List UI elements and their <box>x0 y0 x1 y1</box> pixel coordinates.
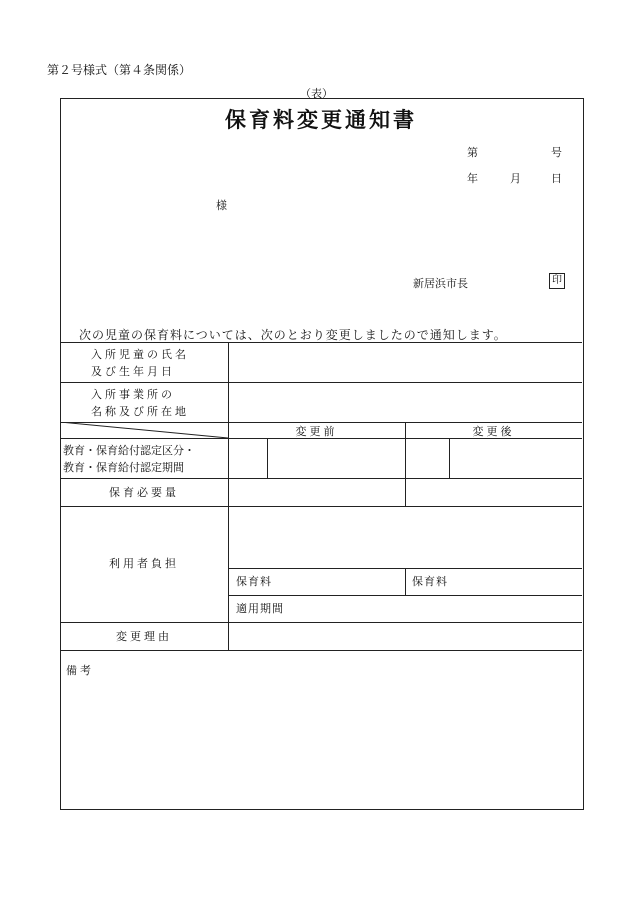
side-label: （表） <box>300 87 333 100</box>
fee-before-label: 保育料 <box>236 575 272 588</box>
remarks-label: 備考 <box>66 664 94 677</box>
child-name-label: 入所児童の氏名 及び生年月日 <box>91 348 189 378</box>
facility-label: 入所事業所の 名称及び所在地 <box>91 388 189 418</box>
issuer-name: 新居浜市長 <box>413 277 468 290</box>
required-amount-label: 保育必要量 <box>109 486 179 499</box>
addressee-honorific: 様 <box>216 199 227 212</box>
fee-after-label: 保育料 <box>412 575 448 588</box>
certification-label: 教育・保育給付認定区分・ 教育・保育給付認定期間 <box>63 444 195 474</box>
reason-label: 変更理由 <box>116 630 172 643</box>
notice-number-suffix: 号 <box>551 146 562 159</box>
before-change-header: 変更前 <box>295 425 338 438</box>
date-year: 年 <box>467 172 478 185</box>
seal-mark: 印 <box>549 273 565 289</box>
notice-number-prefix: 第 <box>467 146 478 159</box>
date-month: 月 <box>510 172 521 185</box>
applicable-period-label: 適用期間 <box>236 602 284 615</box>
user-burden-label: 利用者負担 <box>109 557 179 570</box>
diagonal-divider <box>60 422 229 439</box>
page-title: 保育料変更通知書 <box>225 108 417 132</box>
after-change-header: 変更後 <box>472 425 515 438</box>
form-number: 第２号様式（第４条関係） <box>47 63 192 77</box>
date-day: 日 <box>551 172 562 185</box>
intro-text: 次の児童の保育料については、次のとおり変更しましたので通知します。 <box>79 328 507 342</box>
